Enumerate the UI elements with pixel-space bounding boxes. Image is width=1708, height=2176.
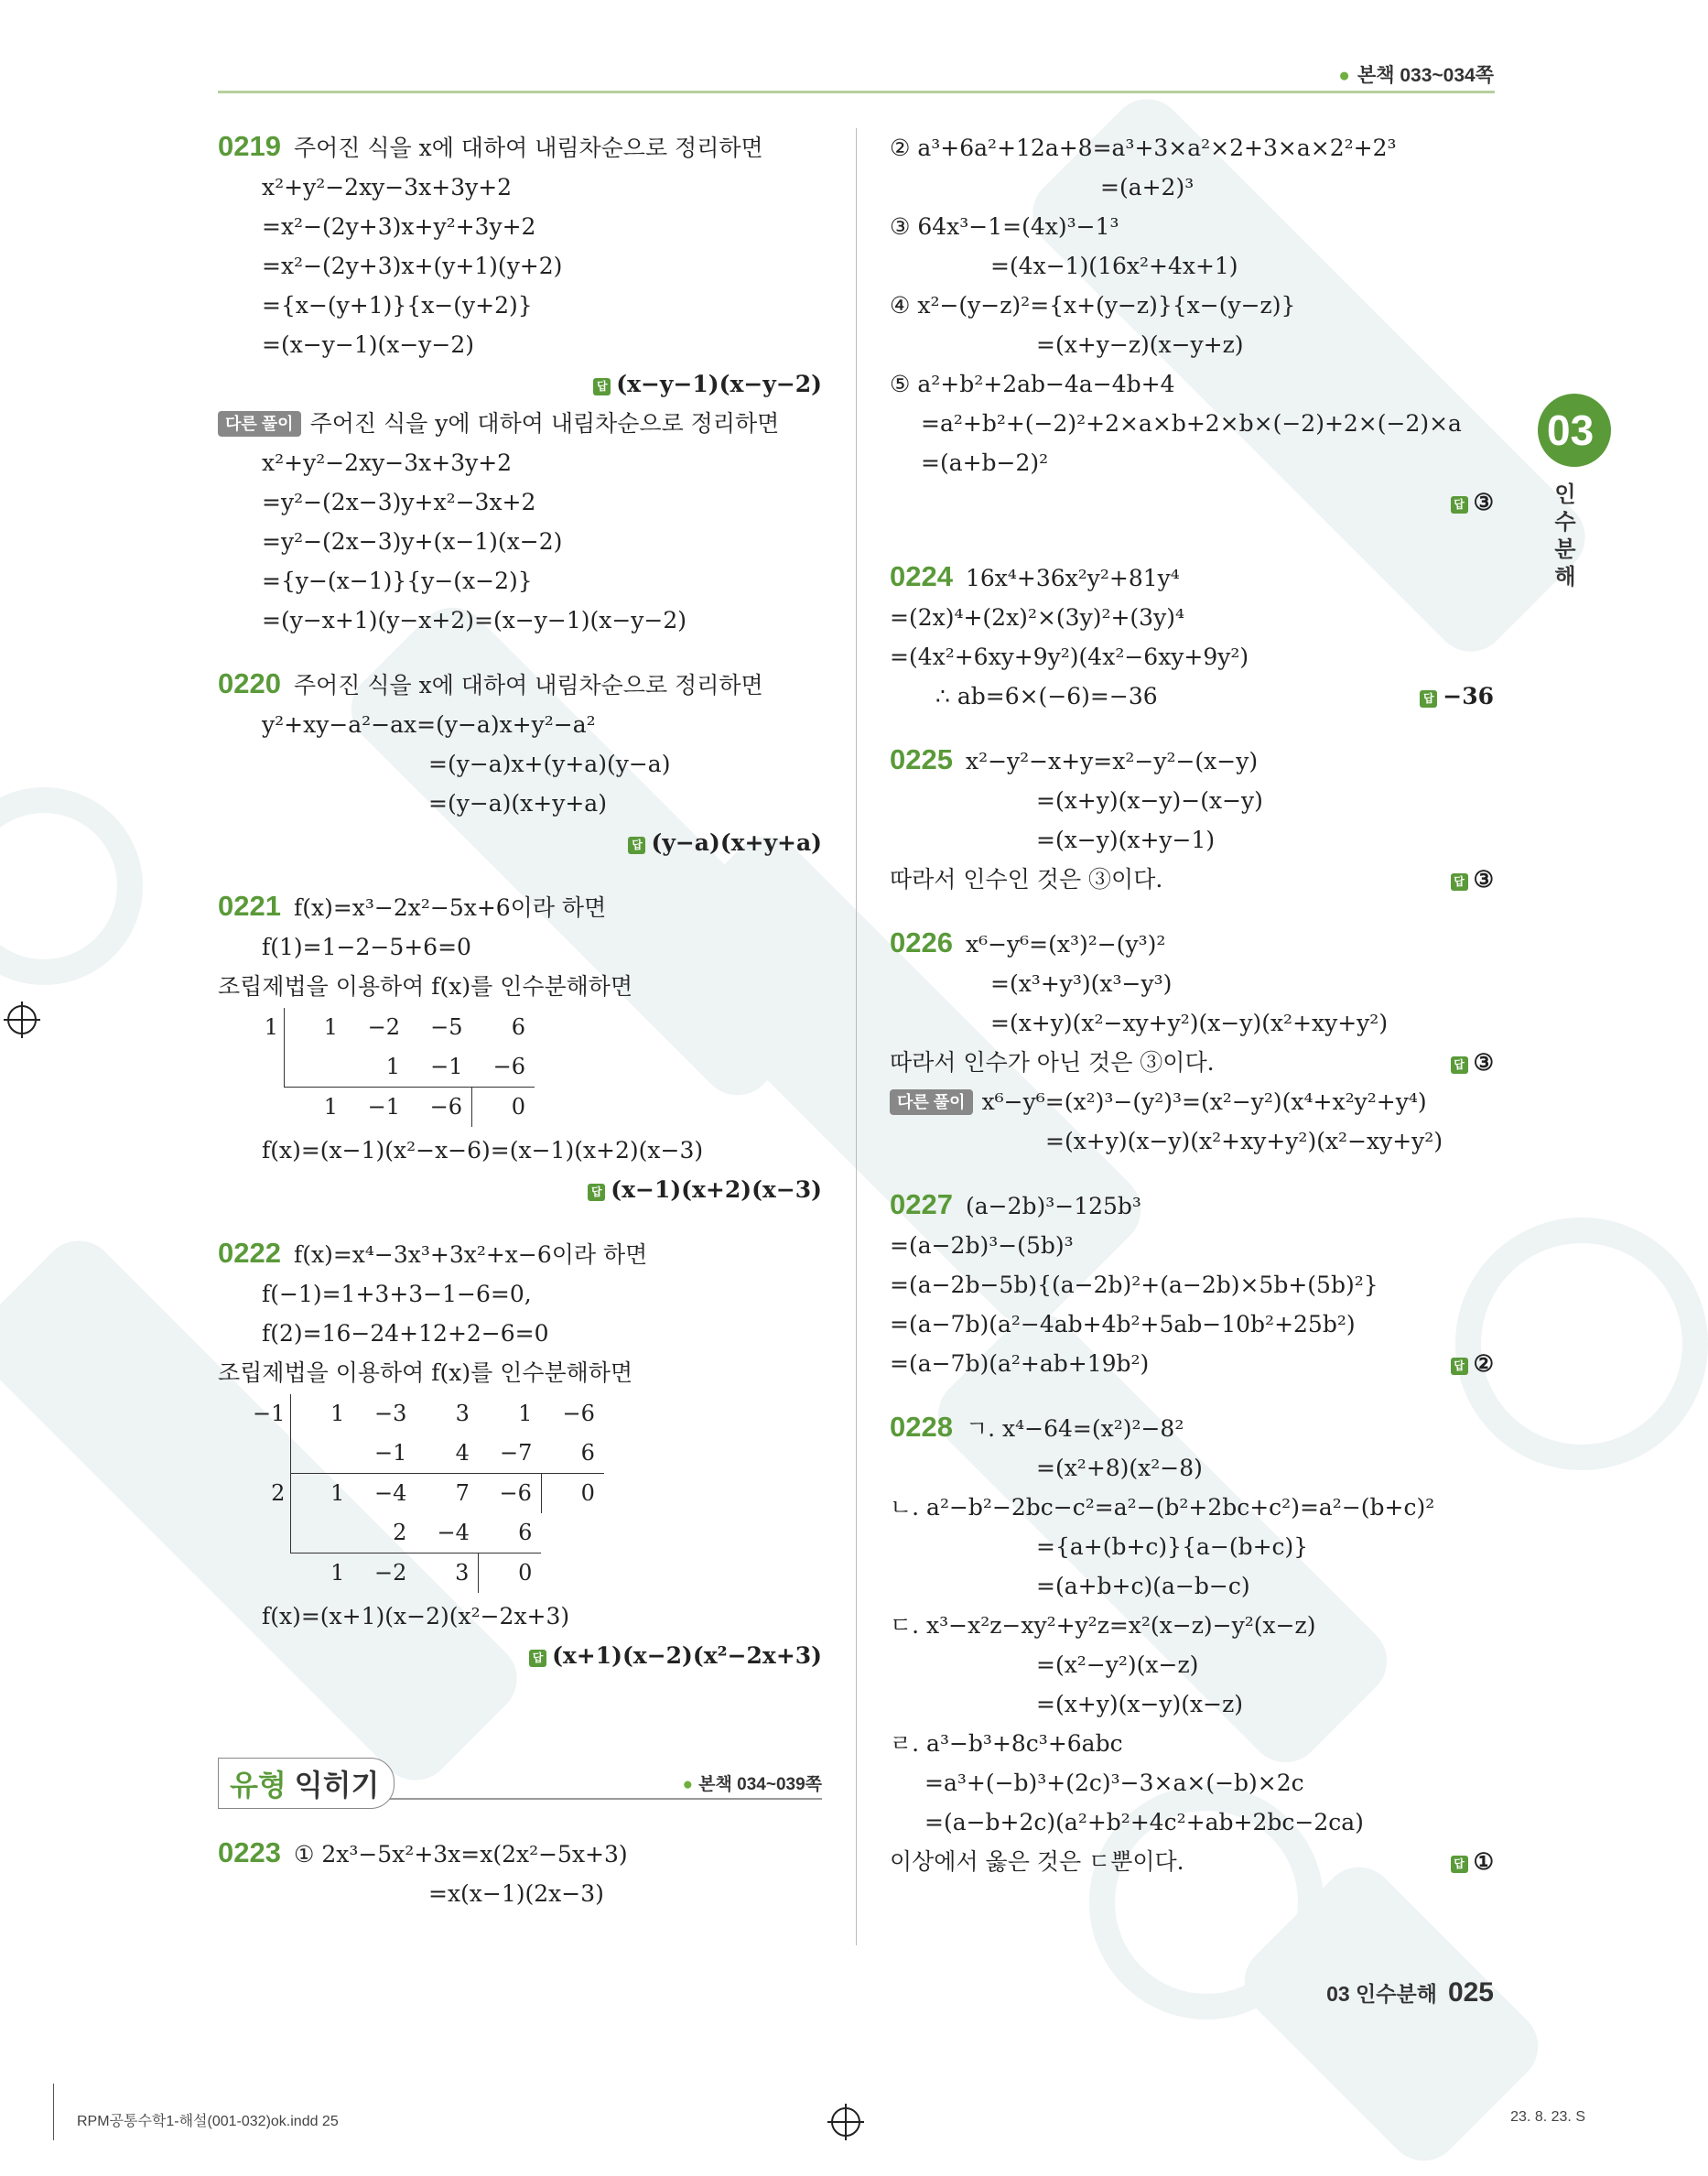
answer-icon: 답 bbox=[588, 1184, 605, 1201]
problem-number: 0219 bbox=[218, 130, 281, 162]
alt-solution-badge: 다른 풀이 bbox=[218, 411, 301, 437]
section-rule bbox=[373, 1798, 822, 1800]
header-rule bbox=[218, 91, 1495, 93]
problem-0223: 0223 ① 2x³−5x²+3x=x(2x²−5x+3) =x(x−1)(2x−3) bbox=[218, 1836, 628, 1907]
left-column bbox=[218, 128, 822, 1913]
problem-number: 0225 bbox=[890, 743, 953, 775]
crop-mark bbox=[53, 2084, 54, 2140]
problem-0221: 0221 f(x)=x³−2x²−5x+6이라 하면 f(1)=1−2−5+6=0 조립제법을 이용하여 f(x)를 인수분해하면 1 1 −2 −5 6 1 −1 −6 1 −1 −6 0 f(x)=(x−1)(x²−x−6)=(x−1)(x+2)(x−3) 답 (x−1)(x+2)(x−3) bbox=[218, 888, 822, 1209]
section-header bbox=[218, 1758, 822, 1809]
page-number: 025 bbox=[1447, 1977, 1494, 2008]
registration-mark-icon bbox=[7, 1005, 37, 1034]
problem-0223-continued: ② a³+6a²+12a+8=a³+3×a²×2+3×a×2²+2³ =(a+2)³ ③ 64x³−1=(4x)³−1³ =(4x−1)(16x²+4x+1) ④ x²−(y−z)²={x+(y−z)}{x−(y−z)} =(x+y−z)(x−y+z) ⑤ a²+b²+2ab−4a−4b+4 =a²+b²+(−2)²+2×a×b+2×b×(−2)+2×(−2)×a =(a+b−2)² 답 ③ bbox=[890, 128, 1494, 522]
answer: 답 −36 bbox=[1420, 677, 1494, 716]
problem-0226: 0226 x⁶−y⁶=(x³)²−(y³)² =(x³+y³)(x³−y³) =(x+y)(x²−xy+y²)(x−y)(x²+xy+y²) 따라서 인수가 아닌 것은 ③이다. 답 ③ 다른 풀이 x⁶−y⁶=(x²)³−(y²)³=(x²−y²)(x⁴+x²y²+y⁴) =(x+y)(x−y)(x²+xy+y²)(x²−xy+y²) bbox=[890, 926, 1494, 1154]
answer-icon: 답 bbox=[529, 1650, 546, 1667]
answer: 답 ③ bbox=[1451, 1043, 1494, 1082]
section-page-ref: ● 본책 034~039쪽 bbox=[682, 1775, 822, 1794]
answer: 답 (y−a)(x+y+a) bbox=[218, 823, 822, 862]
problem-number: 0221 bbox=[218, 890, 281, 922]
answer: 답 ② bbox=[1451, 1344, 1494, 1383]
answer-icon: 답 bbox=[593, 378, 611, 395]
problem-number: 0227 bbox=[890, 1188, 953, 1220]
problem-number: 0222 bbox=[218, 1237, 281, 1269]
synthetic-division-table: 1 1 −2 −5 6 1 −1 −6 1 −1 −6 0 bbox=[253, 1008, 535, 1127]
answer: 답 ① bbox=[1451, 1842, 1494, 1881]
answer: 답 (x−1)(x+2)(x−3) bbox=[218, 1170, 822, 1209]
problem-0220: 0220 주어진 식을 x에 대하여 내림차순으로 정리하면 y²+xy−a²−ax=(y−a)x+y²−a² =(y−a)x+(y+a)(y−a) =(y−a)(x+y+a) 답 (y−a)(x+y+a) bbox=[218, 666, 822, 862]
page-footer: 03 인수분해 025 bbox=[1326, 1977, 1494, 2008]
answer-icon: 답 bbox=[628, 837, 645, 854]
section-title: 유형 익히기 bbox=[218, 1758, 395, 1809]
problem-number: 0226 bbox=[890, 926, 953, 958]
column-divider bbox=[856, 128, 857, 1945]
answer-icon: 답 bbox=[1420, 690, 1437, 708]
header-page-ref: ● 본책 033~034쪽 bbox=[1338, 65, 1494, 86]
problem-0224: 0224 16x⁴+36x²y²+81y⁴ =(2x)⁴+(2x)²×(3y)²+(3y)⁴ =(4x²+6xy+9y²)(4x²−6xy+9y²) ∴ ab=6×(−6)=−36 답 −36 bbox=[890, 558, 1494, 716]
print-date: 23. 8. 23. S bbox=[1510, 2109, 1585, 2125]
synthetic-division-table: −1 1 −3 3 1 −6 −1 4 −7 6 2 1 −4 7 −6 0 2 −4 6 1 −2 3 0 bbox=[253, 1394, 604, 1593]
right-column bbox=[890, 128, 1494, 1881]
problem-0225: 0225 x²−y²−x+y=x²−y²−(x−y) =(x+y)(x−y)−(x−y) =(x−y)(x+y−1) 따라서 인수인 것은 ③이다. 답 ③ bbox=[890, 742, 1494, 899]
answer-icon: 답 bbox=[1451, 1358, 1468, 1375]
problem-number: 0223 bbox=[218, 1836, 281, 1868]
answer-icon: 답 bbox=[1451, 496, 1468, 514]
problem-number: 0224 bbox=[890, 560, 953, 592]
chapter-tab-number: 03 bbox=[1538, 394, 1611, 467]
answer: 답 (x+1)(x−2)(x²−2x+3) bbox=[218, 1636, 822, 1675]
problem-number: 0228 bbox=[890, 1411, 953, 1443]
alt-solution-badge: 다른 풀이 bbox=[890, 1089, 973, 1115]
print-slug: RPM공통수학1-해설(001-032)ok.indd 25 bbox=[77, 2114, 339, 2129]
answer: 답 (x−y−1)(x−y−2) bbox=[218, 364, 822, 404]
problem-0228: 0228 ㄱ. x⁴−64=(x²)²−8² =(x²+8)(x²−8) ㄴ. a²−b²−2bc−c²=a²−(b²+2bc+c²)=a²−(b+c)² ={a+(b+c)}{a−(b+c)} =(a+b+c)(a−b−c) ㄷ. x³−x²z−xy²+y²z=x²(x−z)−y²(x−z) =(x²−y²)(x−z) =(x+y)(x−y)(x−z) ㄹ. a³−b³+8c³+6abc =a³+(−b)³+(2c)³−3×a×(−b)×2c =(a−b+2c)(a²+b²+4c²+ab+2bc−2ca) 이상에서 옳은 것은 ㄷ뿐이다. 답 ① bbox=[890, 1409, 1494, 1881]
answer: 답 ③ bbox=[1451, 860, 1494, 899]
problem-0227: 0227 (a−2b)³−125b³ =(a−2b)³−(5b)³ =(a−2b−5b){(a−2b)²+(a−2b)×5b+(5b)²} =(a−7b)(a²−4ab+4b²+5ab−10b²+25b²) =(a−7b)(a²+ab+19b²) 답 ② bbox=[890, 1186, 1494, 1383]
registration-mark-icon bbox=[831, 2107, 860, 2137]
chapter-tab-label: 인수분해 bbox=[1554, 482, 1576, 590]
problem-number: 0220 bbox=[218, 667, 281, 699]
answer-icon: 답 bbox=[1451, 873, 1468, 891]
answer-icon: 답 bbox=[1451, 1056, 1468, 1074]
problem-0222: 0222 f(x)=x⁴−3x³+3x²+x−6이라 하면 f(−1)=1+3+3−1−6=0, f(2)=16−24+12+2−6=0 조립제법을 이용하여 f(x)를 인수분해하면 −1 1 −3 3 1 −6 −1 4 −7 6 2 1 −4 7 −6 0 2 −4 6 1 −2 3 0 f(x)=(x+1)(x−2)(x²−2x+3) 답 (x+1)(x−2)(x²−2x+3) bbox=[218, 1235, 822, 1675]
answer-icon: 답 bbox=[1451, 1856, 1468, 1873]
problem-0219: 0219 주어진 식을 x에 대하여 내림차순으로 정리하면 x²+y²−2xy−3x+3y+2 =x²−(2y+3)x+y²+3y+2 =x²−(2y+3)x+(y+1)(y+2) ={x−(y+1)}{x−(y+2)} =(x−y−1)(x−y−2) 답 (x−y−1)(x−y−2) 다른 풀이 주어진 식을 y에 대하여 내림차순으로 정리하면 x²+y²−2xy−3x+3y+2 =y²−(2x−3)y+x²−3x+2 =y²−(2x−3)y+(x−1)(x−2) ={y−(x−1)}{y−(x−2)} =(y−x+1)(y−x+2)=(x−y−1)(x−y−2) bbox=[218, 130, 822, 633]
answer: 답 ③ bbox=[890, 482, 1494, 522]
